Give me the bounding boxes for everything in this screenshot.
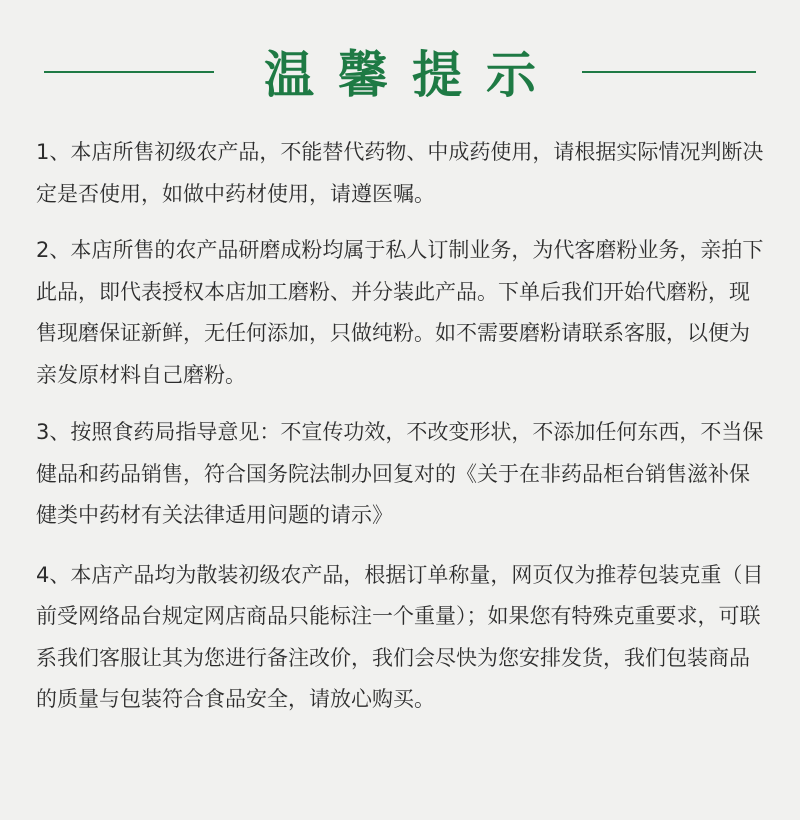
tip-item-3: 3、按照食药局指导意见：不宣传功效，不改变形状，不添加任何东西，不当保健品和药品销售，符合国务院法制办回复对的《关于在非药品柜台销售滋补保健类中药材有关法律适用问题的请示》 [36, 420, 764, 527]
header-right-divider [582, 71, 756, 73]
tips-list [36, 132, 770, 736]
tip-item-4: 4、本店产品均为散装初级农产品，根据订单称量，网页仅为推荐包装克重（目前受网络品台规定网店商品只能标注一个重量）；如果您有特殊克重要求，可联系我们客服让其为您进行备注改价，我们会尽快为您安排发货，我们包装商品的质量与包装符合食品安全，请放心购买。 [36, 562, 764, 711]
tip-item-1: 1、本店所售初级农产品，不能替代药物、中成药使用，请根据实际情况判断决定是否使用，如做中药材使用，请遵医嘱。 [36, 140, 764, 206]
tip-item-2: 2、本店所售的农产品研磨成粉均属于私人订制业务，为代客磨粉业务，亲拍下此品，即代表授权本店加工磨粉、并分装此产品。下单后我们开始代磨粉，现售现磨保证新鲜，无任何添加，只做纯粉。如不需要磨粉请联系客服，以便为亲发原材料自己磨粉。 [36, 238, 764, 387]
page-title: 温馨提示 [264, 45, 560, 104]
header [0, 40, 800, 110]
header-left-divider [44, 71, 214, 73]
